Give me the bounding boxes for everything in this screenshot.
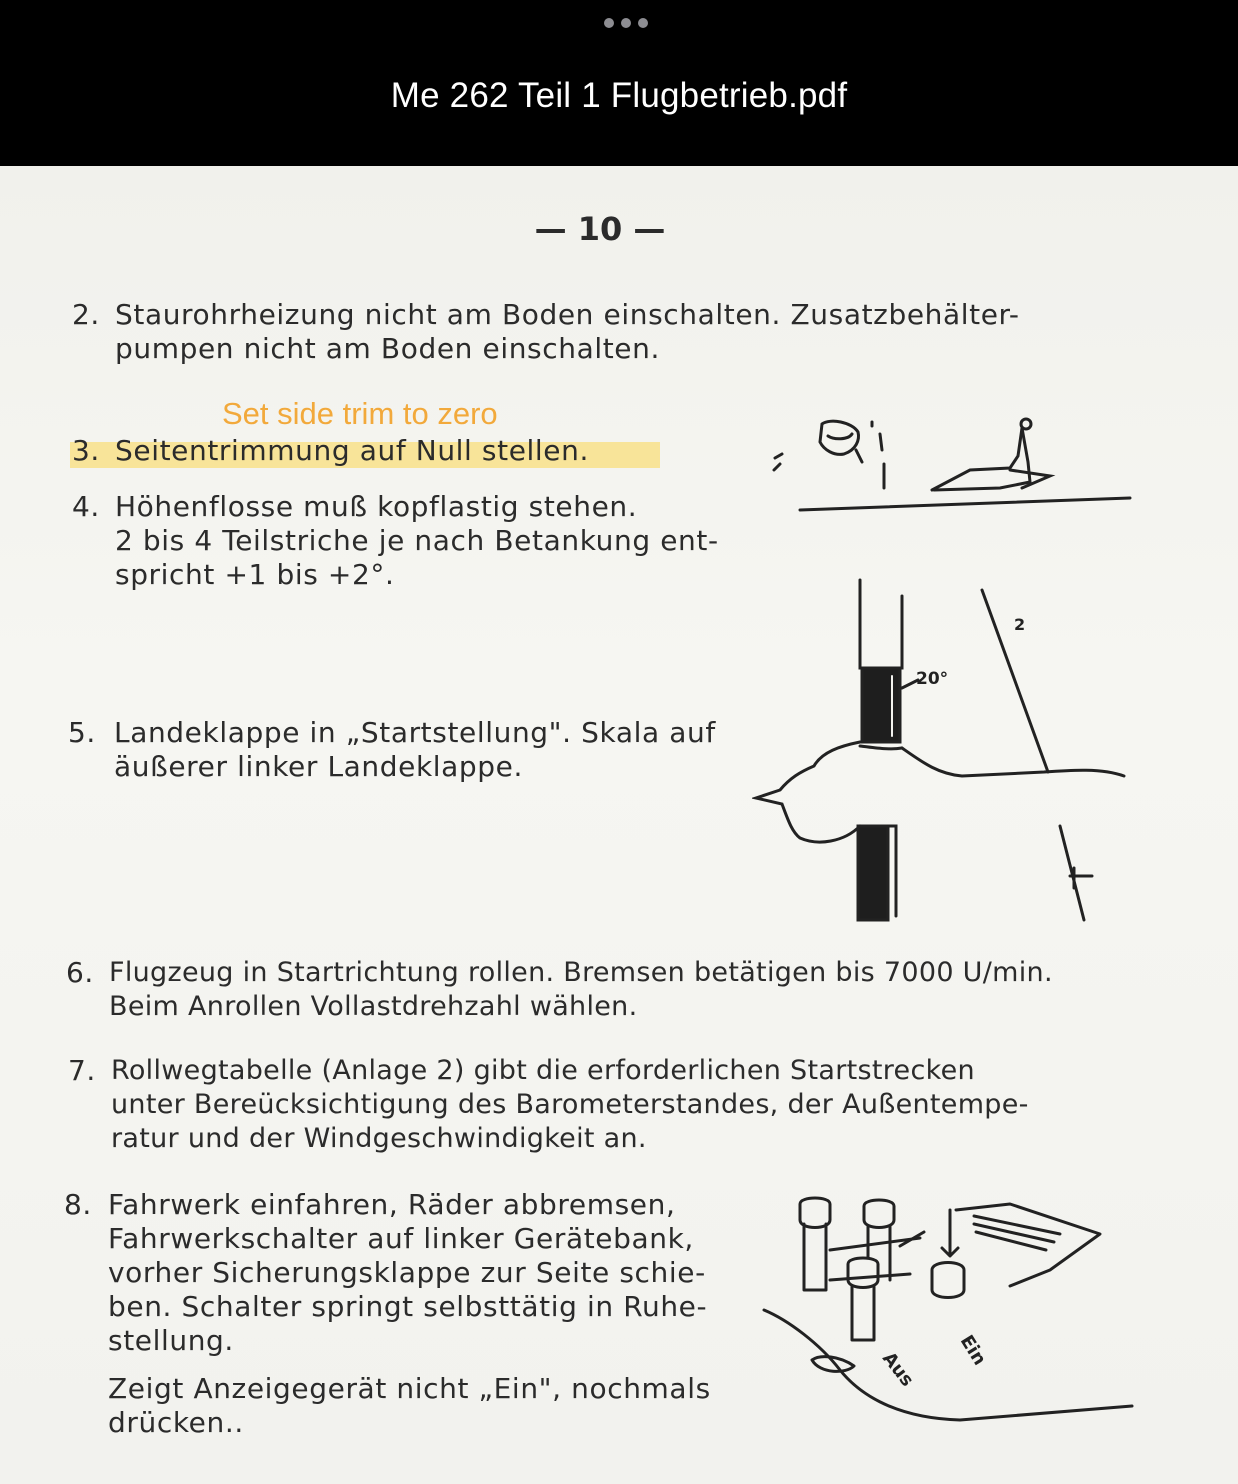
- list-item: [68, 1054, 1158, 1162]
- list-item: [64, 1188, 754, 1364]
- item-text: Seitentrimmung auf Null stellen.: [115, 434, 589, 467]
- switch-off-label: Aus: [878, 1348, 918, 1391]
- list-item: [72, 298, 1152, 370]
- item-number: 5.: [68, 716, 96, 749]
- item-text: Landeklappe in „Startstellung". Skala auf äußerer linker Landeklappe.: [114, 716, 716, 783]
- item-text: Höhenflosse muß kopflastig stehen. 2 bis 4 Teilstriche je nach Betankung ent- spricht +1 bis +2°.: [115, 490, 719, 591]
- list-item: [68, 716, 758, 788]
- item-number: 8.: [64, 1188, 92, 1221]
- item-number: 3.: [72, 434, 100, 467]
- item-text: Zeigt Anzeigegerät nicht „Ein", nochmals drücken..: [108, 1372, 711, 1439]
- item-number: 6.: [66, 956, 94, 989]
- list-item: [66, 956, 1156, 1028]
- list-item: [72, 434, 672, 470]
- trim-figure: [760, 410, 1140, 520]
- item-text: Flugzeug in Startrichtung rollen. Bremsen betätigen bis 7000 U/min. Beim Anrollen Vollastdrehzahl wählen.: [109, 957, 1053, 1022]
- list-item: [72, 490, 752, 600]
- item-number: 4.: [72, 490, 100, 523]
- page-number: — 10 —: [534, 210, 666, 248]
- flap-scale-figure: [752, 576, 1142, 926]
- flap-number-label: 2: [1014, 615, 1026, 634]
- document-title: Me 262 Teil 1 Flugbetrieb.pdf: [390, 76, 848, 115]
- list-item: [64, 1372, 754, 1444]
- item-text: Rollwegtabelle (Anlage 2) gibt die erforderlichen Startstrecken unter Bereücksichtigung des Barometerstandes, der Außentempe- ratur und der Windgeschwindigkeit an.: [111, 1055, 1029, 1154]
- flap-angle-label: 20°: [916, 669, 949, 689]
- item-number: 7.: [68, 1054, 96, 1087]
- item-number: 2.: [72, 298, 100, 331]
- item-text: Fahrwerk einfahren, Räder abbremsen, Fahrwerkschalter auf linker Gerätebank, vorher Sicherungsklappe zur Seite schie- ben. Schalter springt selbsttätig in Ruhe- stellung.: [108, 1188, 708, 1357]
- ellipsis-icon[interactable]: [604, 18, 648, 28]
- item-text: Staurohrheizung nicht am Boden einschalten. Zusatzbehälter- pumpen nicht am Boden einschalten.: [115, 298, 1020, 365]
- switch-on-label: Ein: [955, 1331, 991, 1370]
- highlight-annotation[interactable]: Set side trim to zero: [222, 396, 498, 431]
- gear-switch-figure: [760, 1190, 1140, 1430]
- title-bar: [0, 0, 1238, 166]
